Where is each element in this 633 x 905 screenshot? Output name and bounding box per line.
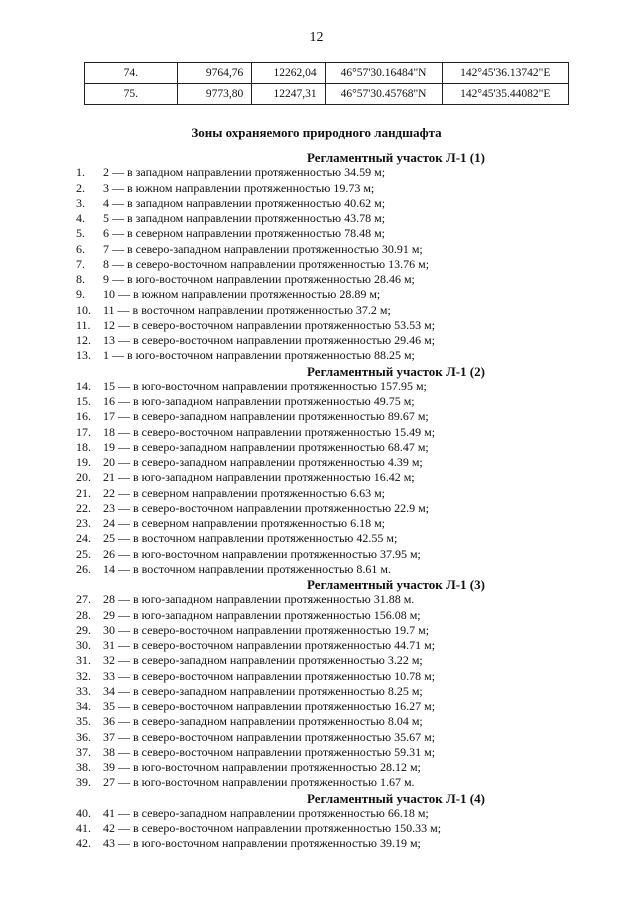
item-text: 13 — в северо-восточном направлении протяженностью 29.46 м;	[103, 333, 436, 347]
item-text: 4 — в западном направлении протяженностью 40.62 м;	[103, 195, 386, 210]
item-number: 13.	[76, 348, 91, 363]
list-item	[76, 425, 596, 440]
table-cell: 12262,04	[252, 63, 325, 84]
list-item	[76, 714, 596, 729]
list-item	[76, 592, 596, 607]
list-item	[76, 531, 596, 546]
coordinates-table	[84, 62, 569, 105]
list-item	[76, 196, 596, 211]
item-text: 42 — в северо-восточном направлении протяженностью 150.33 м;	[103, 821, 442, 835]
item-number: 10.	[76, 302, 91, 317]
list-item	[76, 181, 596, 196]
item-text: 27 — в юго-восточном направлении протяженностью 1.67 м.	[103, 775, 415, 790]
list-item	[76, 348, 596, 363]
item-text: 1 — в юго-восточном направлении протяженностью 88.25 м;	[103, 348, 415, 363]
list-item	[76, 821, 596, 836]
list-item	[76, 165, 596, 180]
item-text: 38 — в северо-восточном направлении протяженностью 59.31 м;	[103, 744, 436, 759]
item-text: 37 — в северо-восточном направлении протяженностью 35.67 м;	[103, 729, 436, 744]
item-number: 35.	[76, 714, 91, 729]
item-text: 6 — в северном направлении протяженностью 78.48 м;	[103, 226, 386, 241]
plot-heading: Регламентный участок Л-1 (4)	[307, 790, 485, 806]
table-cell: 46°57'30.45768"N	[325, 84, 442, 105]
item-number: 14.	[76, 378, 91, 393]
list-item	[76, 455, 596, 470]
list-item	[76, 287, 596, 302]
item-text: 18 — в северо-восточном направлении протяженностью 15.49 м;	[103, 424, 436, 439]
item-text: 16 — в юго-западном направлении протяженностью 49.75 м;	[103, 394, 415, 408]
table-cell: 142°45'35.44082"E	[442, 84, 568, 105]
list-item	[76, 486, 596, 501]
item-number: 15.	[76, 394, 91, 408]
list-item	[76, 806, 596, 821]
list-item	[76, 684, 596, 699]
list-item	[76, 394, 596, 409]
list-item	[76, 379, 596, 394]
item-text: 15 — в юго-восточном направлении протяженностью 157.95 м;	[103, 378, 427, 393]
item-text: 35 — в северо-восточном направлении протяженностью 16.27 м;	[103, 699, 436, 713]
item-number: 41.	[76, 821, 91, 835]
table-cell: 142°45'36.13742"E	[442, 63, 568, 84]
boundary-description	[76, 150, 596, 852]
item-number: 8.	[76, 272, 85, 286]
list-item	[76, 653, 596, 668]
table-cell: 9773,80	[177, 84, 252, 105]
list-item	[76, 730, 596, 745]
list-item	[76, 516, 596, 531]
plot-heading: Регламентный участок Л-1 (2)	[307, 363, 485, 379]
item-number: 36.	[76, 729, 91, 744]
list-item	[76, 318, 596, 333]
item-text: 39 — в юго-восточном направлении протяженностью 28.12 м;	[103, 760, 421, 774]
list-item	[76, 745, 596, 760]
item-number: 29.	[76, 622, 91, 637]
item-text: 26 — в юго-восточном направлении протяженностью 37.95 м;	[103, 546, 421, 561]
item-number: 12.	[76, 333, 91, 347]
item-number: 39.	[76, 775, 91, 790]
item-number: 19.	[76, 455, 91, 469]
item-number: 20.	[76, 470, 91, 485]
list-item	[76, 303, 596, 318]
item-number: 9.	[76, 287, 85, 302]
list-item	[76, 226, 596, 241]
item-text: 20 — в северо-западном направлении протяженностью 4.39 м;	[103, 455, 423, 469]
list-item	[76, 272, 596, 287]
list-item	[76, 409, 596, 424]
list-item	[76, 669, 596, 684]
list-item	[76, 440, 596, 455]
item-text: 31 — в северо-восточном направлении протяженностью 44.71 м;	[103, 638, 436, 652]
item-number: 38.	[76, 760, 91, 774]
item-text: 29 — в юго-западном направлении протяженностью 156.08 м;	[103, 607, 421, 622]
list-item	[76, 608, 596, 623]
item-text: 7 — в северо-западном направлении протяженностью 30.91 м;	[103, 241, 423, 256]
list-item	[76, 562, 596, 577]
plot-heading: Регламентный участок Л-1 (3)	[307, 577, 485, 592]
item-number: 4.	[76, 211, 85, 225]
item-number: 34.	[76, 699, 91, 713]
list-item	[76, 836, 596, 851]
item-number: 32.	[76, 668, 91, 683]
list-item	[76, 760, 596, 775]
table-cell: 9764,76	[177, 63, 252, 84]
table-cell: 12247,31	[252, 84, 325, 105]
list-item	[76, 638, 596, 653]
list-item	[76, 470, 596, 485]
item-text: 3 — в южном направлении протяженностью 19.73 м;	[103, 180, 375, 195]
item-number: 30.	[76, 638, 91, 652]
item-text: 36 — в северо-западном направлении протяженностью 8.04 м;	[103, 714, 423, 729]
item-text: 19 — в северо-западном направлении протяженностью 68.47 м;	[103, 439, 429, 454]
item-text: 2 — в западном направлении протяженностью 34.59 м;	[103, 165, 386, 180]
list-item	[76, 775, 596, 790]
item-number: 21.	[76, 485, 91, 500]
list-item	[76, 699, 596, 714]
item-number: 5.	[76, 226, 85, 241]
item-number: 25.	[76, 546, 91, 561]
item-number: 37.	[76, 744, 91, 759]
list-item	[76, 623, 596, 638]
item-number: 16.	[76, 409, 91, 424]
item-number: 3.	[76, 195, 85, 210]
item-text: 17 — в северо-западном направлении протяженностью 89.67 м;	[103, 409, 429, 424]
item-number: 22.	[76, 500, 91, 515]
item-text: 5 — в западном направлении протяженностью 43.78 м;	[103, 211, 386, 225]
item-number: 1.	[76, 165, 85, 180]
item-text: 34 — в северо-западном направлении протяженностью 8.25 м;	[103, 683, 423, 698]
list-item	[76, 242, 596, 257]
item-number: 42.	[76, 836, 91, 851]
item-number: 33.	[76, 683, 91, 698]
table-row	[85, 63, 569, 84]
item-number: 40.	[76, 805, 91, 820]
item-number: 18.	[76, 439, 91, 454]
item-number: 11.	[76, 317, 91, 332]
table-cell: 74.	[85, 63, 178, 84]
item-number: 31.	[76, 653, 91, 668]
list-item	[76, 257, 596, 272]
item-text: 21 — в юго-западном направлении протяженностью 16.42 м;	[103, 470, 415, 485]
item-number: 7.	[76, 256, 85, 271]
item-text: 10 — в южном направлении протяженностью 28.89 м;	[103, 287, 381, 302]
list-item	[76, 501, 596, 516]
page-number: 12	[309, 30, 324, 45]
item-number: 27.	[76, 592, 91, 607]
item-text: 9 — в юго-восточном направлении протяженностью 28.46 м;	[103, 272, 415, 286]
table-cell: 46°57'30.16484"N	[325, 63, 442, 84]
item-text: 32 — в северо-западном направлении протяженностью 3.22 м;	[103, 653, 423, 668]
item-text: 12 — в северо-восточном направлении протяженностью 53.53 м;	[103, 317, 436, 332]
item-text: 28 — в юго-западном направлении протяженностью 31.88 м.	[103, 592, 415, 607]
item-text: 41 — в северо-западном направлении протяженностью 66.18 м;	[103, 805, 429, 820]
item-number: 23.	[76, 516, 91, 530]
item-text: 8 — в северо-восточном направлении протяженностью 13.76 м;	[103, 256, 430, 271]
table-row	[85, 84, 569, 105]
list-item	[76, 211, 596, 226]
item-number: 6.	[76, 241, 85, 256]
plot-heading: Регламентный участок Л-1 (1)	[307, 150, 485, 165]
list-item	[76, 547, 596, 562]
item-text: 25 — в восточном направлении протяженностью 42.55 м;	[103, 531, 398, 546]
item-number: 2.	[76, 180, 85, 195]
list-item	[76, 333, 596, 348]
item-number: 24.	[76, 531, 91, 546]
item-text: 11 — в восточном направлении протяженностью 37.2 м;	[103, 302, 391, 317]
item-number: 28.	[76, 607, 91, 622]
item-text: 30 — в северо-восточном направлении протяженностью 19.7 м;	[103, 622, 430, 637]
item-text: 23 — в северо-восточном направлении протяженностью 22.9 м;	[103, 500, 430, 515]
item-text: 24 — в северном направлении протяженностью 6.18 м;	[103, 516, 386, 530]
section-title: Зоны охраняемого природного ландшафта	[191, 125, 442, 140]
item-text: 43 — в юго-восточном направлении протяженностью 39.19 м;	[103, 836, 421, 851]
table-cell: 75.	[85, 84, 178, 105]
item-text: 22 — в северном направлении протяженностью 6.63 м;	[103, 485, 386, 500]
item-text: 33 — в северо-восточном направлении протяженностью 10.78 м;	[103, 668, 436, 683]
item-number: 26.	[76, 561, 91, 576]
item-text: 14 — в восточном направлении протяженностью 8.61 м.	[103, 561, 391, 576]
item-number: 17.	[76, 424, 91, 439]
